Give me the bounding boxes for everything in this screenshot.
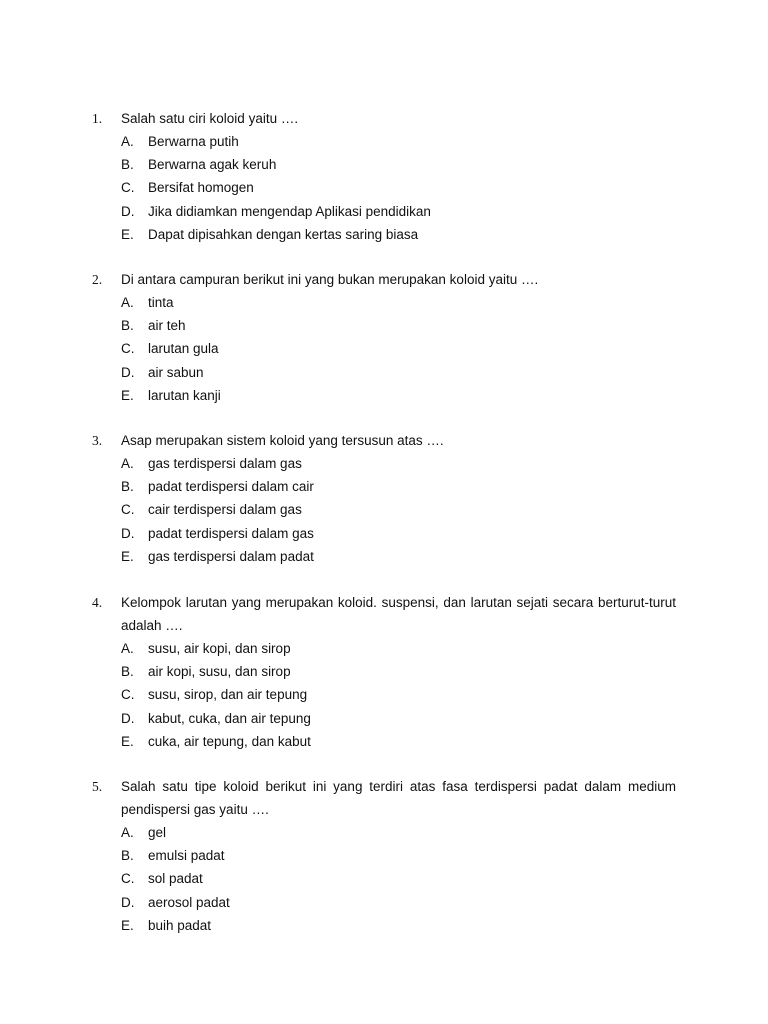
option-d [121,707,676,730]
option-c [121,683,676,706]
option-letter: C. [121,871,135,887]
option-b [121,844,676,867]
option-text: Jika didiamkan mengendap Aplikasi pendidikan [148,203,431,219]
option-text: padat terdispersi dalam cair [148,479,314,495]
question-2 [92,268,676,407]
option-text: air sabun [148,364,204,380]
question-text: Di antara campuran berikut ini yang bukan merupakan koloid yaitu …. [121,272,539,287]
option-text: padat terdispersi dalam gas [148,525,314,541]
option-c [121,176,676,199]
option-letter: B. [121,479,134,495]
option-list [92,821,676,937]
question-number: 2. [92,272,103,287]
option-e [121,223,676,246]
option-letter: E. [121,226,134,242]
option-letter: C. [121,502,135,518]
question-text: Salah satu tipe koloid berikut ini yang terdiri atas fasa terdispersi padat dalam medium pendispersi gas yaitu …. [121,779,676,817]
option-letter: B. [121,664,134,680]
option-text: larutan gula [148,341,219,357]
question-number: 5. [92,779,103,794]
option-text: susu, air kopi, dan sirop [148,641,291,656]
option-letter: A. [121,825,134,840]
option-text: tinta [148,295,174,310]
question-text: Salah satu ciri koloid yaitu …. [121,111,299,126]
option-text: cair terdispersi dalam gas [148,502,302,518]
option-e [121,914,676,937]
question-text: Asap merupakan sistem koloid yang tersusun atas …. [121,433,444,448]
option-a [121,291,676,314]
option-letter: A. [121,641,134,656]
question-number: 3. [92,433,103,448]
option-d [121,361,676,384]
option-a [121,452,676,475]
option-letter: D. [121,525,135,541]
option-text: cuka, air tepung, dan kabut [148,733,311,749]
option-d [121,200,676,223]
question-number: 1. [92,111,103,126]
question-3 [92,429,676,568]
option-letter: E. [121,548,134,564]
option-a [121,637,676,660]
option-list [92,452,676,568]
option-text: air teh [148,318,186,334]
option-text: gas terdispersi dalam padat [148,548,314,564]
question-1 [92,107,676,246]
option-letter: D. [121,894,135,910]
option-letter: A. [121,295,134,310]
option-text: Bersifat homogen [148,180,254,196]
option-b [121,153,676,176]
option-a [121,130,676,153]
option-c [121,867,676,890]
option-text: gel [148,825,167,840]
option-letter: E. [121,733,134,749]
question-text: Kelompok larutan yang merupakan koloid. suspensi, dan larutan sejati secara berturut-turut adalah …. [121,595,676,633]
option-letter: D. [121,364,135,380]
option-text: Berwarna putih [148,134,239,149]
option-b [121,314,676,337]
option-text: emulsi padat [148,848,225,864]
option-text: larutan kanji [148,387,221,403]
option-c [121,337,676,360]
option-letter: E. [121,917,134,933]
option-e [121,384,676,407]
option-list [92,291,676,407]
option-text: gas terdispersi dalam gas [148,456,302,471]
option-text: buih padat [148,917,212,933]
question-number: 4. [92,595,103,610]
option-list [92,130,676,246]
option-letter: C. [121,341,135,357]
option-e [121,730,676,753]
option-letter: B. [121,318,134,334]
option-letter: E. [121,387,134,403]
option-text: Berwarna agak keruh [148,157,277,173]
option-b [121,660,676,683]
option-letter: D. [121,710,135,726]
question-5 [92,775,676,937]
option-list [92,637,676,753]
option-c [121,498,676,521]
option-letter: C. [121,180,135,196]
option-letter: A. [121,456,134,471]
question-4 [92,591,676,753]
option-letter: C. [121,687,135,703]
option-text: kabut, cuka, dan air tepung [148,710,311,726]
option-letter: B. [121,157,134,173]
option-a [121,821,676,844]
option-text: air kopi, susu, dan sirop [148,664,291,680]
option-text: susu, sirop, dan air tepung [148,687,308,703]
option-d [121,891,676,914]
option-text: aerosol padat [148,894,230,910]
option-e [121,545,676,568]
option-d [121,522,676,545]
option-letter: D. [121,203,135,219]
option-letter: A. [121,134,134,149]
option-text: Dapat dipisahkan dengan kertas saring biasa [148,226,419,242]
option-b [121,475,676,498]
option-text: sol padat [148,871,203,887]
option-letter: B. [121,848,134,864]
